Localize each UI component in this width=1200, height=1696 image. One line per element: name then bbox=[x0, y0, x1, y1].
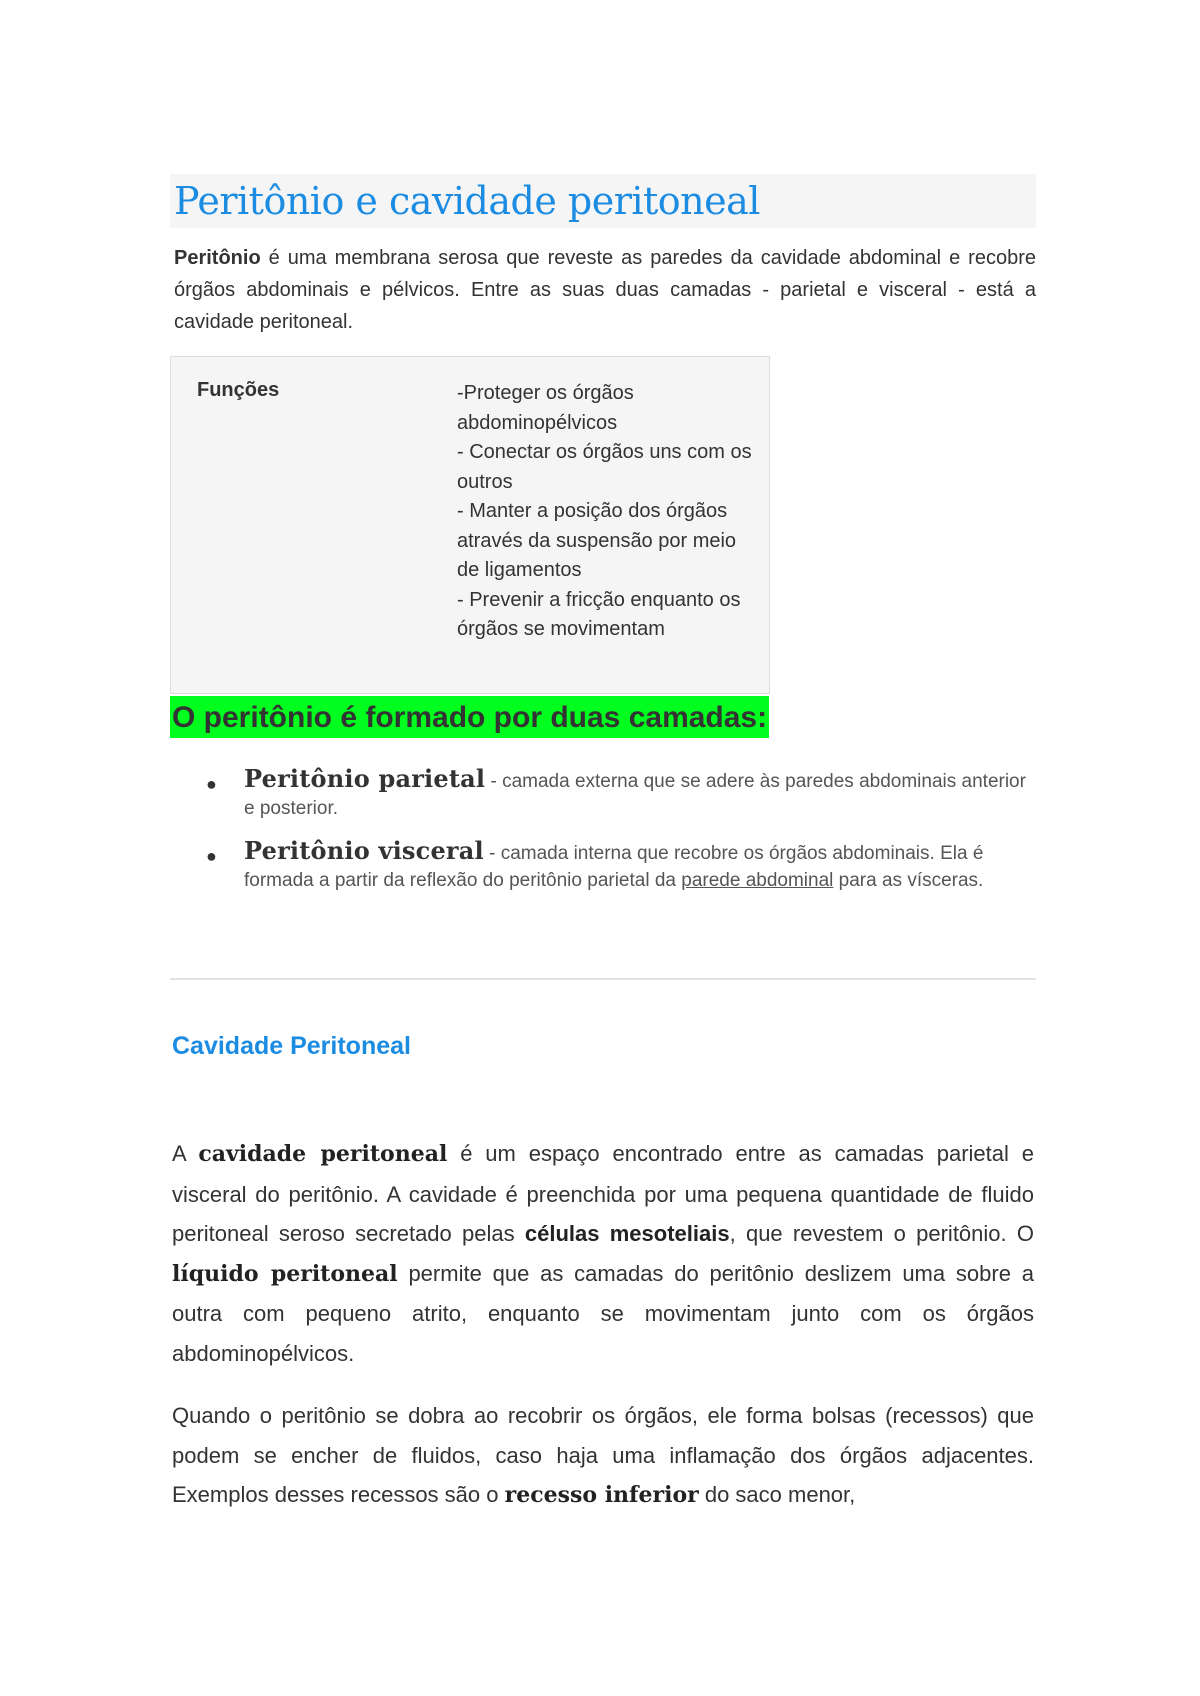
section-title: Cavidade Peritoneal bbox=[172, 1032, 411, 1060]
layer-name: Peritônio parietal bbox=[244, 764, 486, 793]
page-title: Peritônio e cavidade peritoneal bbox=[174, 179, 760, 223]
text-run: Quando o peritônio se dobra ao recobrir os órgãos, ele forma bolsas (recessos) que podem se encher de fluidos, caso haja uma inflamação dos órgãos adjacentes. Exemplos desses recessos são o bbox=[172, 1403, 1034, 1508]
list-item bbox=[170, 764, 1036, 822]
title-bar bbox=[170, 174, 1036, 228]
text-run: permite que as camadas do peritônio deslizem uma sobre a outra com pequeno atrito, enquanto se movimentam junto com os órgãos abdominopélvicos. bbox=[172, 1260, 1034, 1366]
text-run: , que revestem o peritônio. O bbox=[729, 1221, 1034, 1247]
list-item bbox=[170, 836, 1036, 894]
function-item: -Proteger os órgãos abdominopélvicos bbox=[457, 382, 634, 434]
intro-term: Peritônio bbox=[174, 247, 261, 269]
intro-text: é uma membrana serosa que reveste as paredes da cavidade abdominal e recobre órgãos abdominais e pélvicos. Entre as suas duas camadas - parietal e visceral - está a cavidade peritoneal. bbox=[174, 247, 1036, 333]
layers-heading: O peritônio é formado por duas camadas: bbox=[170, 696, 769, 738]
bold-term: células mesoteliais bbox=[524, 1221, 730, 1247]
section-divider bbox=[170, 978, 1036, 980]
function-item: - Manter a posição dos órgãos através da suspensão por meio de ligamentos bbox=[457, 500, 737, 581]
cavity-paragraph-2 bbox=[172, 1396, 1034, 1516]
function-item: - Conectar os órgãos uns com os outros bbox=[457, 441, 752, 493]
bold-term: recesso inferior bbox=[504, 1482, 699, 1509]
intro-paragraph bbox=[174, 242, 1036, 338]
cavity-paragraph-1 bbox=[172, 1134, 1034, 1374]
text-run: do saco menor, bbox=[698, 1482, 856, 1508]
layer-desc-before: - camada interna que recobre os órgãos abdominais. Ela é formada a partir da reflexão do peritônio parietal da bbox=[244, 843, 984, 891]
document-page bbox=[170, 174, 1036, 1509]
bullet-icon: ● bbox=[206, 774, 217, 794]
functions-box bbox=[170, 356, 770, 694]
functions-list bbox=[457, 379, 757, 645]
parede-abdominal-link[interactable]: parede abdominal bbox=[681, 870, 834, 891]
function-item: - Prevenir a fricção enquanto os órgãos se movimentam bbox=[457, 588, 741, 640]
layers-list bbox=[170, 764, 1036, 908]
text-run: é um espaço encontrado entre as camadas parietal e visceral do peritônio. A cavidade é preenchida por uma pequena quantidade de fluido peritoneal seroso secretado pelas bbox=[172, 1141, 1034, 1247]
layer-name: Peritônio visceral bbox=[244, 836, 484, 865]
layer-desc: - camada externa que se adere às paredes abdominais anterior e posterior. bbox=[244, 771, 1026, 819]
bold-term: líquido peritoneal bbox=[172, 1260, 398, 1287]
text-run: A bbox=[172, 1141, 199, 1166]
layer-desc-after: para as vísceras. bbox=[833, 870, 984, 891]
functions-label: Funções bbox=[197, 379, 280, 401]
bold-term: cavidade peritoneal bbox=[198, 1141, 448, 1167]
bullet-icon: ● bbox=[206, 846, 217, 866]
